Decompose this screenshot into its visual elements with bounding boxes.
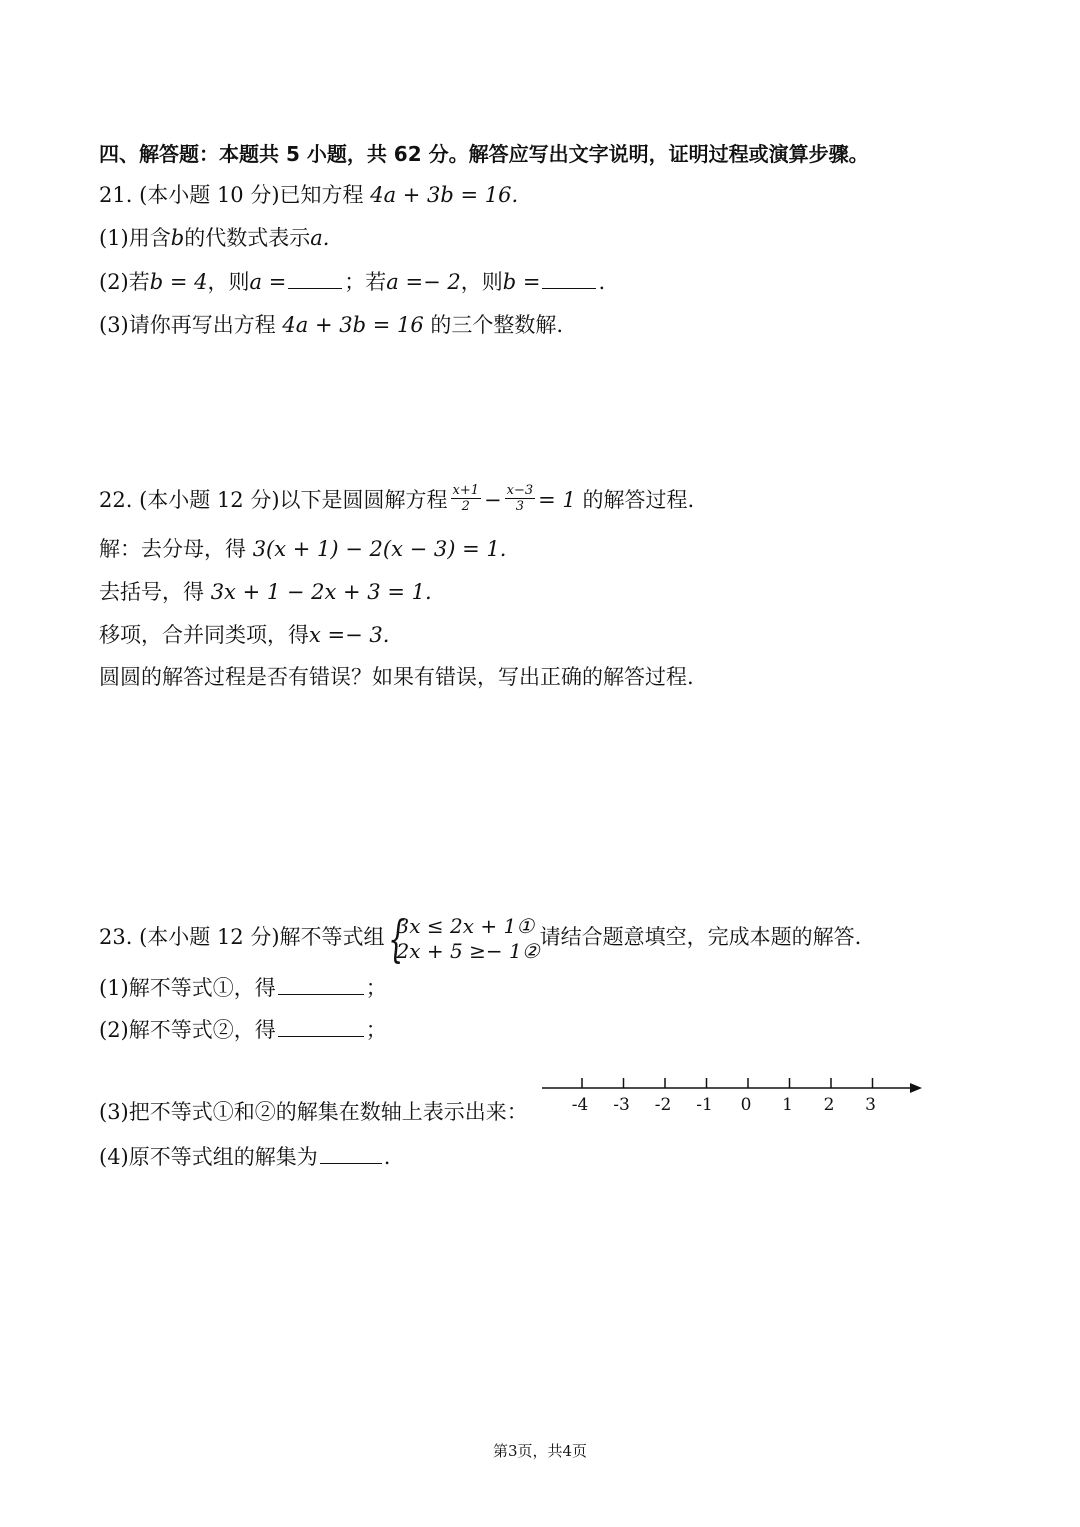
q21-part1-text-a: (1)用含 (99, 226, 171, 250)
q22-question: 圆圆的解答过程是否有错误？如果有错误，写出正确的解答过程. (99, 665, 694, 689)
q22-step3-text: 移项，合并同类项，得 (99, 623, 309, 647)
q22-step2-text: 去括号，得 (99, 580, 211, 604)
q22-step1-equation: 3(x + 1) − 2(x − 3) = 1. (252, 537, 507, 561)
q23-inequality-1-expr: 3x ≤ 2x + 1 (396, 913, 517, 938)
q23-part4-end: . (383, 1145, 391, 1169)
q22-step3 (99, 621, 389, 649)
q23-inequality-1-mark: ① (516, 913, 535, 938)
q23-intro (99, 909, 862, 968)
q21-part2-end: . (598, 270, 606, 294)
q23-part2-end: ； (365, 1018, 387, 1042)
q23-inequality-2-expr: 2x + 5 ≥− 1 (396, 938, 522, 963)
q21-part2-text-a: (2)若 (99, 270, 150, 294)
q21-part3-text-a: (3)请你再写出方程 (99, 313, 283, 337)
q23-answer-blank-4[interactable] (320, 1143, 382, 1164)
number-line-tick-label: -1 (696, 1095, 713, 1115)
q23-inequality-system (385, 909, 540, 968)
q23-part3: (3)把不等式①和②的解集在数轴上表示出来： (99, 1100, 528, 1124)
q22-equation-rhs: = 1 (538, 488, 576, 512)
q22-step2 (99, 578, 432, 606)
q22-step1 (99, 535, 506, 563)
q23-intro-text: 23. (本小题 12 分)解不等式组 (99, 925, 385, 949)
number-line-tick-label: 3 (865, 1095, 876, 1115)
q21-intro (99, 181, 518, 209)
q22-intro-tail: 的解答过程. (575, 488, 695, 512)
q21-part2-text-g: ，则 (460, 270, 503, 294)
number-line-tick-label: 1 (782, 1095, 793, 1115)
q22-fraction-1 (451, 483, 482, 514)
q22-fraction-2-num: x−3 (506, 483, 534, 498)
q23-part2 (99, 1016, 387, 1044)
q22-fraction-2-den: 3 (515, 499, 525, 514)
q23-intro-tail: 请结合题意填空，完成本题的解答. (539, 925, 862, 949)
number-line-tick-label: 2 (823, 1095, 835, 1115)
q22-minus: − (484, 488, 502, 512)
q23-inequality-2-mark: ② (521, 938, 540, 963)
q21-part1-var-b: b (170, 226, 185, 250)
q23-part4-text: (4)原不等式组的解集为 (99, 1145, 318, 1169)
q23-part4 (99, 1143, 390, 1171)
q21-answer-blank-a[interactable] (288, 268, 342, 289)
q23-part1-end: ； (365, 976, 387, 1000)
q23-answer-blank-1[interactable] (278, 974, 364, 995)
q23-part2-text: (2)解不等式②，得 (99, 1018, 276, 1042)
number-line (540, 1072, 930, 1122)
number-line-tick-label: -3 (613, 1095, 630, 1115)
q21-answer-blank-b[interactable] (542, 268, 596, 289)
q21-equation: 4a + 3b = 16. (370, 183, 519, 207)
q23-part1 (99, 974, 387, 1002)
q21-part3-equation: 4a + 3b = 16 (282, 313, 424, 337)
number-line-tick-label: -4 (571, 1095, 589, 1115)
q22-fraction-1-den: 2 (461, 499, 470, 514)
q21-part3-text-b: 的三个整数解. (423, 313, 564, 337)
q23-inequality-1 (397, 914, 540, 939)
q21-part2-cond2: a =− 2 (386, 270, 461, 294)
q23-inequality-2 (397, 939, 540, 964)
q21-intro-text: 21. (本小题 10 分)已知方程 (99, 183, 371, 207)
number-line-tick-label: 0 (740, 1095, 752, 1115)
q21-part3 (99, 311, 563, 339)
q21-part2-text-e: ；若 (344, 270, 387, 294)
number-line-arrow-icon (910, 1083, 922, 1093)
q22-step1-text: 解：去分母，得 (99, 537, 253, 561)
q21-part2-cond1: b = 4 (149, 270, 208, 294)
q21-part2-ask1: a = (249, 270, 287, 294)
q22-step3-equation: x =− 3. (309, 623, 390, 647)
q21-part2-ask2: b = (502, 270, 541, 294)
q22-intro (99, 483, 695, 517)
q23-answer-blank-2[interactable] (278, 1016, 364, 1037)
number-line-tick-label: -2 (654, 1095, 672, 1115)
section-heading: 四、解答题：本题共 5 小题，共 62 分。解答应写出文字说明，证明过程或演算步骤。 (99, 142, 869, 166)
q21-part2-text-c: ，则 (207, 270, 250, 294)
page-footer: 第3页，共4页 (492, 1442, 588, 1460)
q21-part2 (99, 268, 605, 296)
q22-step2-equation: 3x + 1 − 2x + 3 = 1. (210, 580, 432, 604)
q22-fraction-1-num: x+1 (452, 483, 480, 498)
q21-part1 (99, 224, 329, 252)
q21-part1-var-a: a. (310, 226, 330, 250)
q23-left-brace: { (387, 909, 406, 968)
q22-intro-text: 22. (本小题 12 分)以下是圆圆解方程 (99, 488, 448, 512)
q23-part1-text: (1)解不等式①，得 (99, 976, 276, 1000)
q21-part1-text-c: 的代数式表示 (184, 226, 311, 250)
q22-fraction-2 (505, 483, 536, 514)
